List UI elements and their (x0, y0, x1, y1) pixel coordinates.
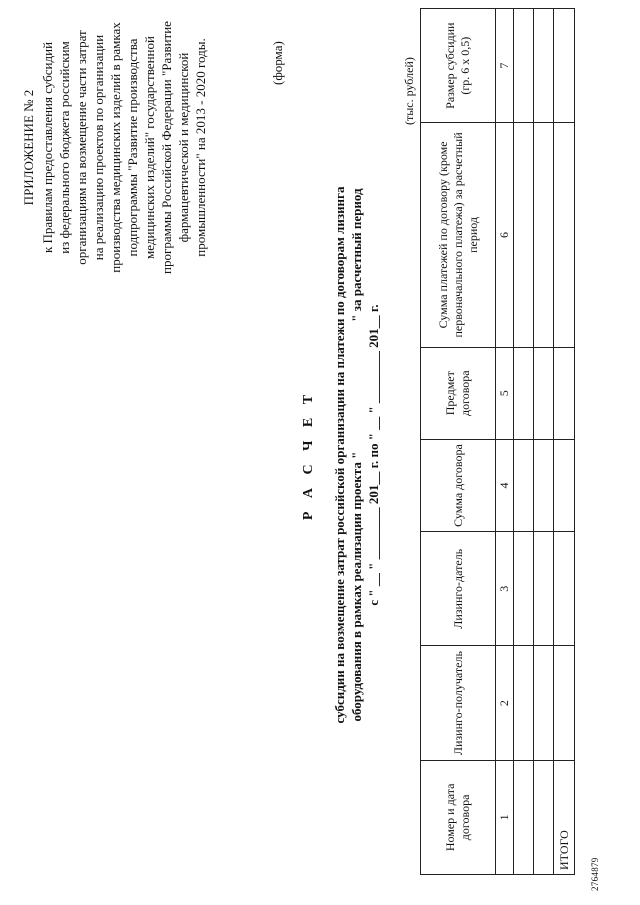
total-label: ИТОГО (554, 760, 575, 874)
table-header-row (421, 9, 496, 875)
column-number: 3 (496, 532, 514, 646)
form-label: (форма) (270, 41, 285, 85)
appendix-line: организациям на возмещение части затрат (74, 30, 89, 265)
table-cell (554, 646, 575, 760)
table-cell (514, 9, 534, 123)
table-cell (534, 646, 554, 760)
column-number: 6 (496, 123, 514, 347)
heading-line-2: оборудования в рамках реализации проекта " " за расчетный период (349, 188, 364, 722)
heading-line-3: с " __ " ________ 201__ г. по " __ " ________ 201__ г. (366, 304, 381, 606)
table-cell (534, 9, 554, 123)
appendix-line: производства медицинских изделий в рамках (108, 22, 123, 273)
column-number-row (496, 9, 514, 875)
table-cell (534, 532, 554, 646)
column-number: 1 (496, 760, 514, 874)
heading-title: Р А С Ч Е Т (301, 389, 316, 521)
table-cell (534, 347, 554, 439)
calculation-table (420, 8, 575, 875)
appendix-line: медицинских изделий" государственной (142, 36, 157, 259)
table-cell (514, 439, 534, 531)
table-cell (534, 439, 554, 531)
table-cell (554, 347, 575, 439)
column-number: 7 (496, 9, 514, 123)
header-contract-sum: Сумма договора (421, 439, 496, 531)
total-row (554, 9, 575, 875)
table-row (534, 9, 554, 875)
appendix-line: к Правилам предоставления субсидий (40, 41, 55, 254)
header-payments-sum: Сумма платежей по договору (кроме первоначального платежа) за расчетный период (421, 123, 496, 347)
header-subsidy-size: Размер субсидии (гр. 6 x 0,5) (421, 9, 496, 123)
appendix-line: фармацевтической и медицинской (176, 52, 191, 243)
table-cell (534, 123, 554, 347)
table-row (514, 9, 534, 875)
appendix-line: подпрограммы "Развитие производства (125, 38, 140, 257)
header-contract-number: Номер и дата договора (421, 760, 496, 874)
units-label: (тыс. рублей) (402, 57, 416, 125)
appendix-title: ПРИЛОЖЕНИЕ № 2 (21, 89, 36, 206)
header-lessor: Лизинго-датель (421, 532, 496, 646)
appendix-block (20, 10, 209, 285)
column-number: 5 (496, 347, 514, 439)
heading-line-1: субсидии на возмещение затрат российской организации на платежи по договорам лизинга (332, 186, 347, 724)
column-number: 4 (496, 439, 514, 531)
table-cell (514, 532, 534, 646)
document-number: 2764879 (590, 857, 600, 891)
table-cell (554, 123, 575, 347)
header-lessee: Лизинго-получатель (421, 646, 496, 760)
table-cell (514, 646, 534, 760)
table-cell (534, 760, 554, 874)
table-cell (554, 439, 575, 531)
table-cell (514, 123, 534, 347)
table-cell (554, 9, 575, 123)
appendix-line: программы Российской Федерации "Развитие (159, 21, 174, 274)
header-contract-subject: Предмет договора (421, 347, 496, 439)
table-cell (514, 347, 534, 439)
appendix-line: промышленности" на 2013 - 2020 годы. (193, 38, 208, 257)
appendix-line: из федерального бюджета российским (57, 41, 72, 254)
appendix-line: на реализацию проектов по организации (91, 34, 106, 261)
table-cell (514, 760, 534, 874)
calculation-heading (300, 105, 382, 805)
table-cell (554, 532, 575, 646)
column-number: 2 (496, 646, 514, 760)
